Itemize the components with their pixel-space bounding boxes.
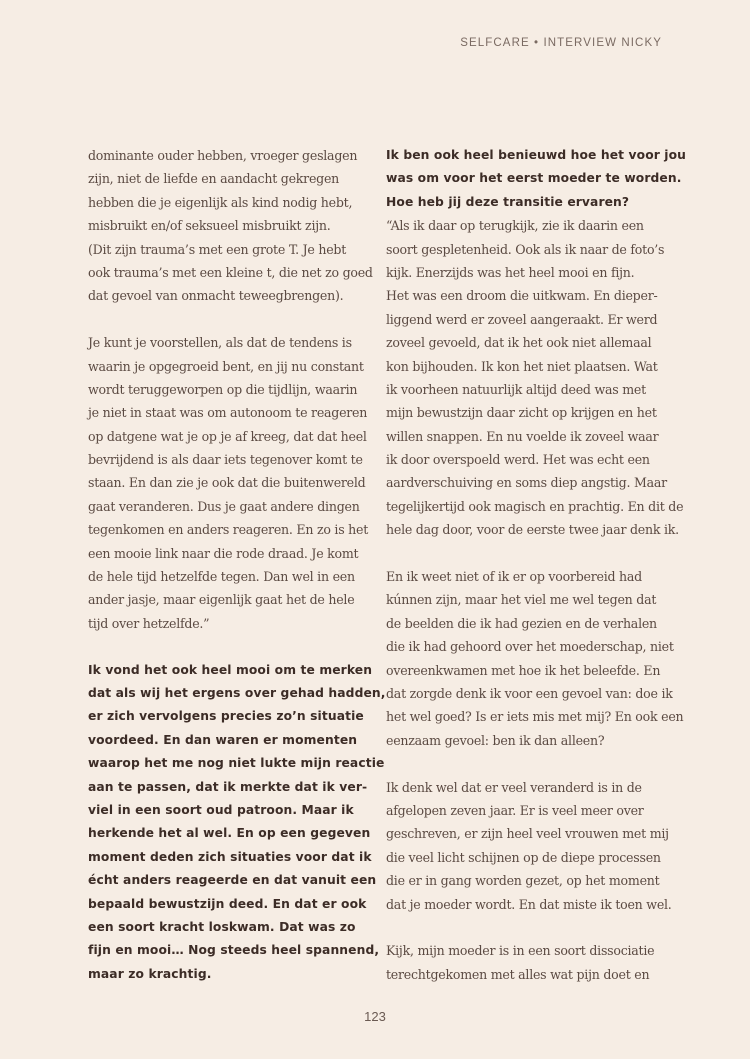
text-line: de beelden die ik had gezien en de verhalen [386,615,657,631]
paragraph-gap [386,916,676,939]
text-line: misbruikt en/of seksueel misbruikt zijn. [88,218,331,234]
text-line: je niet in staat was om autonoom te reageren [88,405,368,421]
paragraph [386,565,684,752]
text-line: geschreven, er zijn heel veel vrouwen met mij [386,826,669,842]
text-line: dat je moeder wordt. En dat miste ik toen wel. [386,896,672,912]
text-line: waarop het me nog niet lukte mijn reactie [88,756,385,771]
text-line: Ik ben ook heel benieuwd hoe het voor jou [386,148,686,162]
text-line: ander jasje, maar eigenlijk gaat het de hele [88,592,355,608]
paragraph [386,214,684,541]
text-line: liggend werd er zoveel aangeraakt. Er werd [386,311,658,327]
text-line: die ik had gehoord over het moederschap, niet [386,639,674,655]
text-line: een mooie link naar die rode draad. Je komt [88,545,359,561]
paragraph [88,331,378,635]
page-number: 123 [364,1009,386,1024]
text-line: die er in gang worden gezet, op het moment [386,873,660,889]
paragraph-gap [88,635,378,658]
text-line: voordeed. En dan waren er momenten [88,732,358,747]
text-line: de hele tijd hetzelfde tegen. Dan wel in een [88,569,355,585]
left-column [88,144,386,986]
text-line: een soort kracht loskwam. Dat was zo [88,919,356,934]
text-line: fijn en mooi… Nog steeds heel spannend, [88,943,380,958]
text-line: wordt teruggeworpen op die tijdlijn, waarin [88,381,358,397]
text-line: viel in een soort oud patroon. Maar ik [88,802,354,817]
text-line: hele dag door, voor de eerste twee jaar denk ik. [386,522,679,538]
text-line: dat als wij het ergens over gehad hadden, [88,685,386,700]
text-line: Je kunt je voorstellen, als dat de tendens is [88,335,352,351]
text-line: soort gespletenheid. Ook als ik naar de foto’s [386,241,665,257]
text-line: écht anders reageerde en dat vanuit een [88,873,377,888]
text-line: herkende het al wel. En op een gegeven [88,826,371,841]
text-line: het wel goed? Is er iets mis met mij? En ook een [386,709,684,725]
text-line: dominante ouder hebben, vroeger geslagen [88,148,358,163]
text-line: aan te passen, dat ik merkte dat ik ver- [88,779,368,794]
text-line: was om voor het eerst moeder te worden. [386,171,682,186]
text-line: tegenkomen en anders reageren. En zo is het [88,522,369,538]
text-line: aardverschuiving en soms diep angstig. Maar [386,475,667,491]
text-line: (Dit zijn trauma’s met een grote T. Je hebt [88,241,347,257]
text-line: tijd over hetzelfde.” [88,615,210,631]
text-line: moment deden zich situaties voor dat ik [88,849,372,864]
text-line: hebben die je eigenlijk als kind nodig hebt, [88,194,353,210]
text-line: waarin je opgegroeid bent, en jij nu constant [88,358,364,374]
paragraph-gap [88,308,378,331]
text-line: zijn, niet de liefde en aandacht gekregen [88,171,340,187]
text-line: staan. En dan zie je ook dat die buitenwereld [88,475,366,491]
paragraph [386,776,676,916]
interview-question [88,659,386,986]
paragraph-gap [386,542,676,565]
text-line: gaat veranderen. Dus je gaat andere dingen [88,498,360,514]
text-line: dat gevoel van onmacht teweegbrengen). [88,288,344,304]
text-line: zoveel gevoeld, dat ik het ook niet allemaal [386,335,652,351]
text-line: maar zo krachtig. [88,966,212,981]
paragraph [386,939,676,986]
running-header: SELFCARE • INTERVIEW NICKY [460,37,662,49]
text-line: mijn bewustzijn daar zicht op krijgen en het [386,405,657,421]
text-line: die veel licht schijnen op de diepe processen [386,849,661,865]
text-line: Ik denk wel dat er veel veranderd is in de [386,779,642,795]
text-line: ook trauma’s met een kleine t, die net zo goed [88,264,373,280]
text-line: terechtgekomen met alles wat pijn doet en [386,966,650,982]
text-line: En ik weet niet of ik er op voorbereid had [386,569,642,585]
text-line: Kijk, mijn moeder is in een soort dissociatie [386,943,655,959]
text-line: willen snappen. En nu voelde ik zoveel waar [386,428,659,444]
text-line: Het was een droom die uitkwam. En dieper- [386,288,658,304]
text-line: kijk. Enerzijds was het heel mooi en fijn. [386,264,635,280]
text-line: “Als ik daar op terugkijk, zie ik daarin een [386,218,644,234]
text-line: afgelopen zeven jaar. Er is veel meer over [386,802,644,818]
text-line: Hoe heb jij deze transitie ervaren? [386,194,630,209]
text-line: ik door overspoeld werd. Het was echt een [386,452,650,468]
text-line: kon bijhouden. Ik kon het niet plaatsen. Wat [386,358,658,374]
text-line: tegelijkertijd ook magisch en prachtig. En dit de [386,498,684,514]
text-line: op datgene wat je op je af kreeg, dat dat heel [88,428,367,444]
text-line: overeenkwamen met hoe ik het beleefde. En [386,662,661,678]
text-line: er zich vervolgens precies zo’n situatie [88,709,364,724]
text-line: ik voorheen natuurlijk altijd deed was met [386,381,646,397]
text-line: bevrijdend is als daar iets tegenover komt te [88,452,363,468]
paragraph-gap [386,752,676,775]
text-line: kúnnen zijn, maar het viel me wel tegen dat [386,592,657,608]
text-line: Ik vond het ook heel mooi om te merken [88,662,373,677]
text-line: dat zorgde denk ik voor een gevoel van: doe ik [386,685,673,701]
text-line: bepaald bewustzijn deed. En dat er ook [88,896,367,911]
paragraph [88,144,378,308]
text-line: eenzaam gevoel: ben ik dan alleen? [386,732,605,748]
interview-question [386,144,686,214]
right-column [386,144,686,986]
